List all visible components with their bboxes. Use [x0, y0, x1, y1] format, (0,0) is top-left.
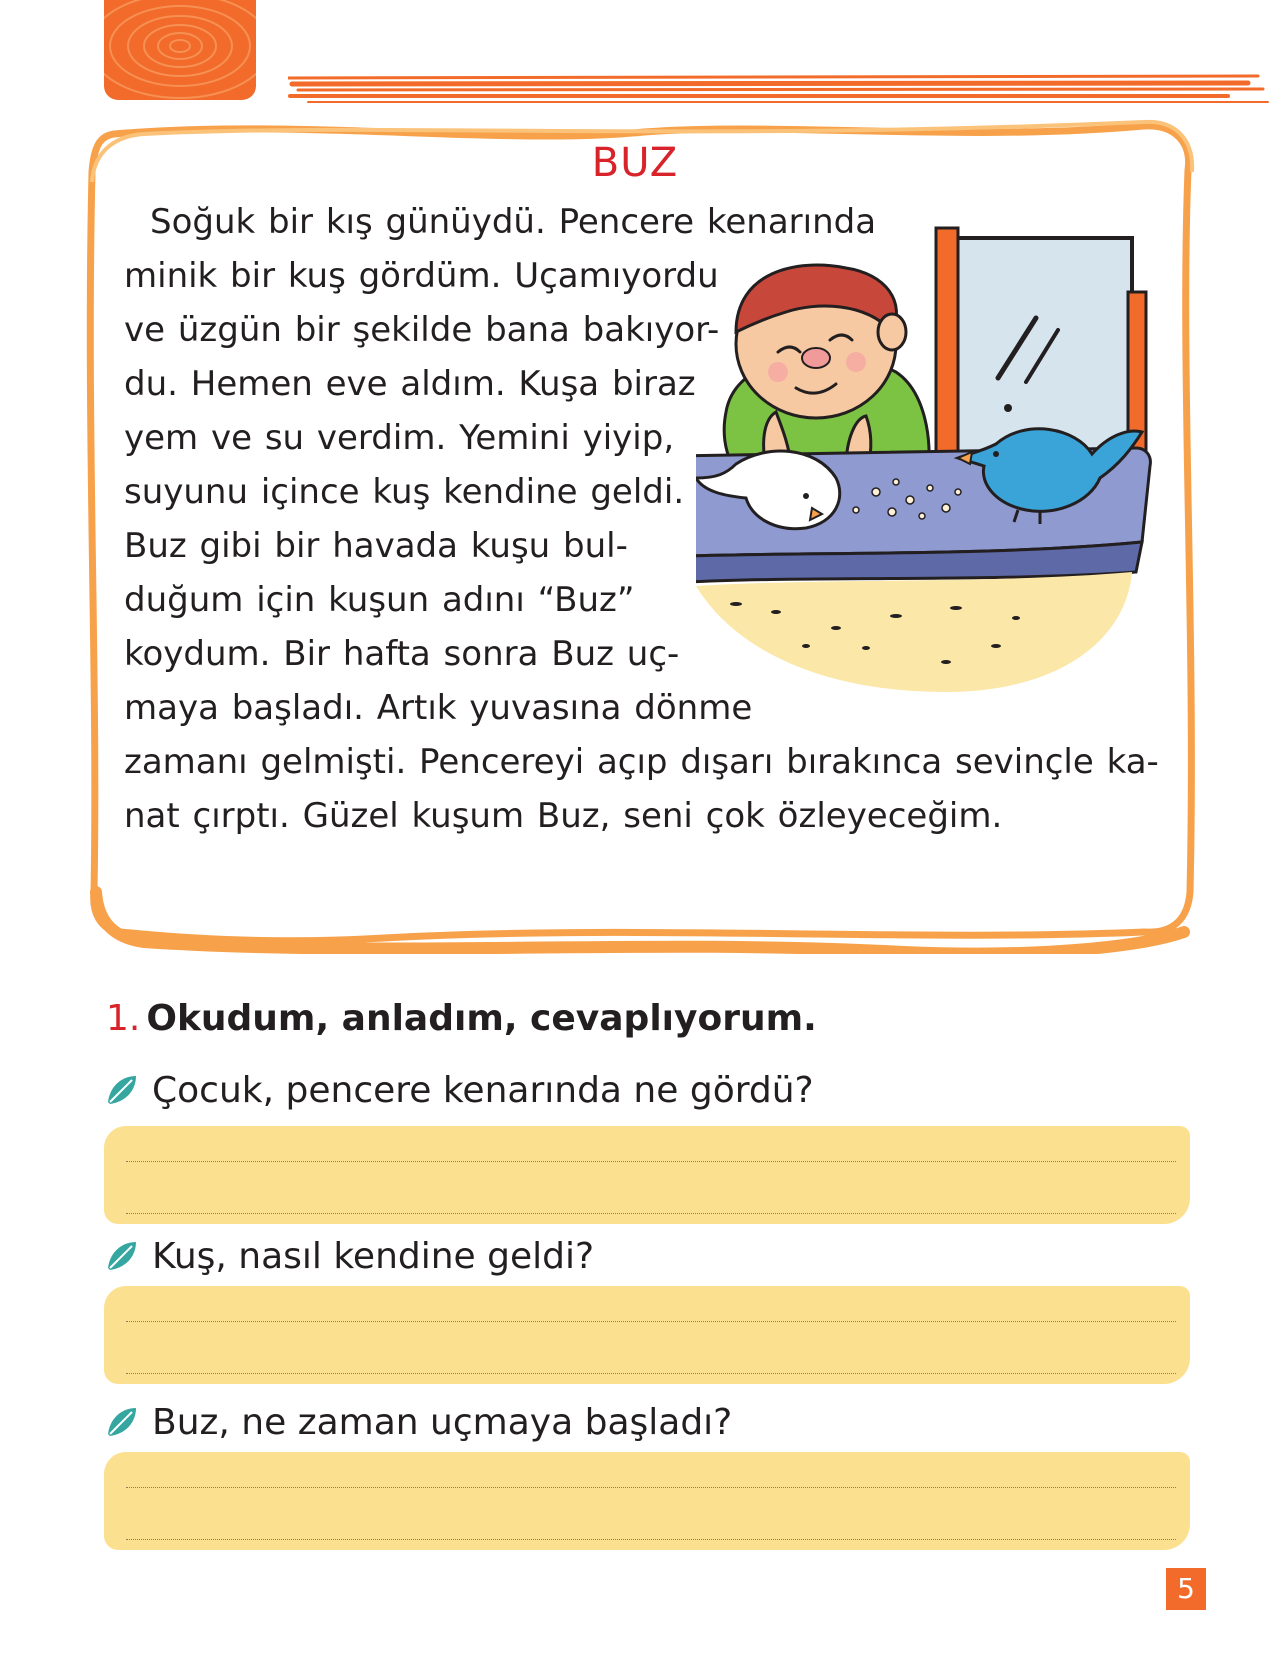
question-text: Çocuk, pencere kenarında ne gördü?	[152, 1069, 814, 1111]
story-line: Buz gibi bir havada kuşu bul-	[124, 526, 628, 566]
wood-corner-tab	[104, 0, 256, 100]
question-text: Kuş, nasıl kendine geldi?	[152, 1235, 595, 1277]
story-title: BUZ	[591, 140, 679, 186]
answer-field-2[interactable]	[104, 1286, 1190, 1384]
answer-field-1[interactable]	[104, 1126, 1190, 1224]
story-line: duğum için kuşun adını “Buz”	[124, 580, 635, 620]
story-line: minik bir kuş gördüm. Uçamıyordu	[124, 256, 719, 296]
writing-line	[126, 1539, 1176, 1540]
brush-stroke-divider	[288, 72, 1270, 112]
story-line: nat çırptı. Güzel kuşum Buz, seni çok özleyeceğim.	[124, 796, 1003, 836]
story-line: zamanı gelmişti. Pencereyi açıp dışarı bırakınca sevinçle ka-	[124, 742, 1159, 782]
story-line: Soğuk bir kış günüydü. Pencere kenarında	[150, 202, 877, 242]
writing-line	[126, 1487, 1176, 1488]
leaf-bullet-icon	[104, 1238, 140, 1274]
writing-line	[126, 1321, 1176, 1322]
story-line: ve üzgün bir şekilde bana bakıyor-	[124, 310, 720, 350]
writing-line	[126, 1161, 1176, 1162]
story-line: koydum. Bir hafta sonra Buz uç-	[124, 634, 680, 674]
boy-and-birds-illustration	[696, 222, 1216, 732]
story-line: yem ve su verdim. Yemini yiyip,	[124, 418, 675, 458]
writing-line	[126, 1213, 1176, 1214]
answer-field-3[interactable]	[104, 1452, 1190, 1550]
exercise-heading	[106, 998, 817, 1039]
story-line: du. Hemen eve aldım. Kuşa biraz	[124, 364, 696, 404]
question-2	[104, 1230, 594, 1282]
exercise-heading-text: Okudum, anladım, cevaplıyorum.	[146, 998, 817, 1039]
story-line: maya başladı. Artık yuvasına dönme	[124, 688, 753, 728]
leaf-bullet-icon	[104, 1072, 140, 1108]
writing-line	[126, 1373, 1176, 1374]
question-3	[104, 1396, 732, 1448]
leaf-bullet-icon	[104, 1404, 140, 1440]
page-number: 5	[1166, 1568, 1206, 1610]
question-text: Buz, ne zaman uçmaya başladı?	[152, 1401, 733, 1443]
story-line: suyunu içince kuş kendine geldi.	[124, 472, 685, 512]
exercise-number: 1.	[106, 998, 141, 1039]
question-1	[104, 1064, 814, 1116]
